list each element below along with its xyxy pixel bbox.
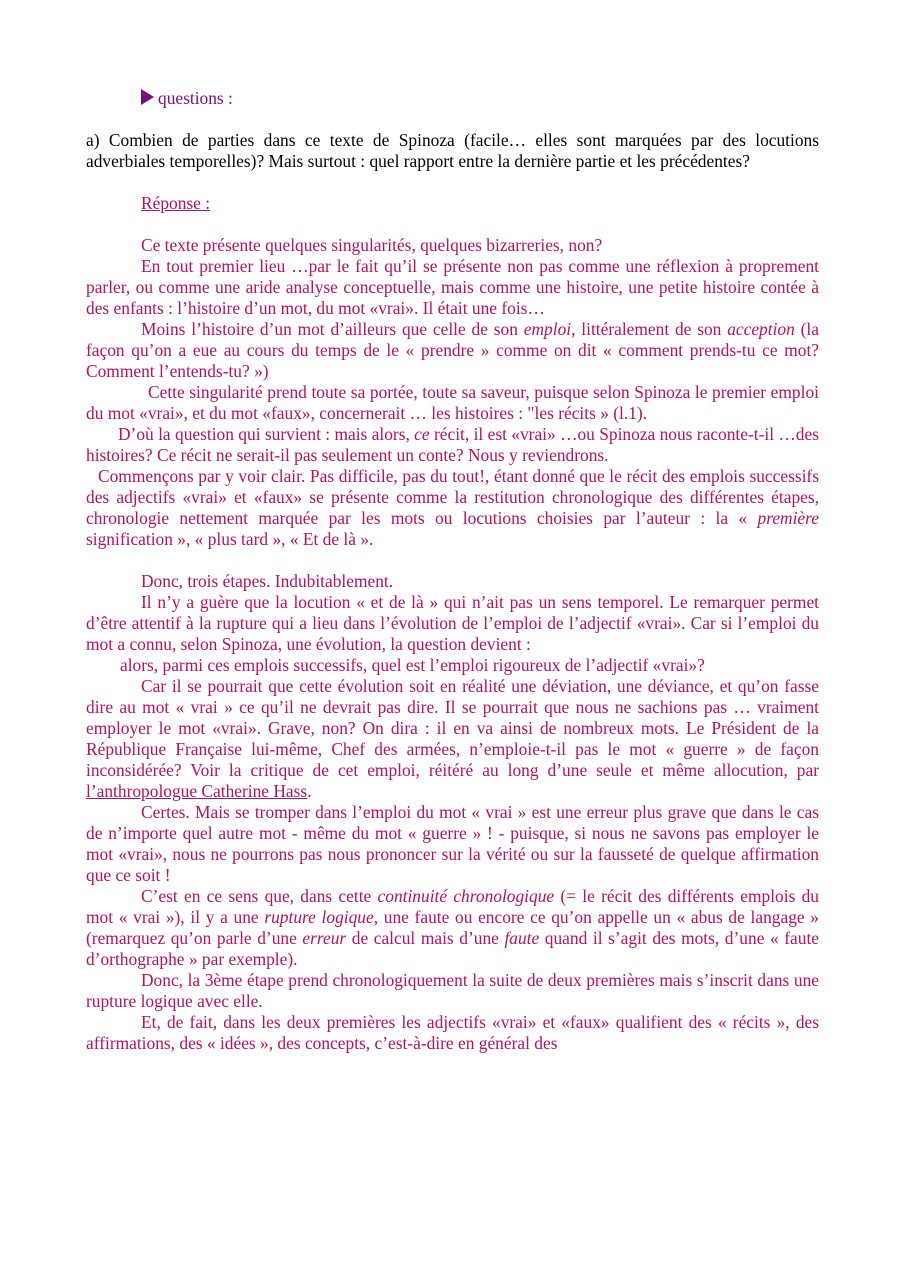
reponse-heading: Réponse : <box>141 193 211 213</box>
paragraph-13: Donc, la 3ème étape prend chronologiquement la suite de deux premières mais s’inscrit dans une rupture logique avec elle. <box>86 970 819 1011</box>
paragraph-12: C’est en ce sens que, dans cette continuité chronologique (= le récit des différents emplois du mot « vrai »), il y a une rupture logique, une faute ou encore ce qu’on appelle un « abus de langage » (remarquez qu’on parle d’une erreur de calcul mais d’une faute quand il s’agit des mots, d’une « faute d’orthographe » par exemple). <box>86 886 820 969</box>
questions-heading: questions : <box>86 88 819 109</box>
paragraph-3: Moins l’histoire d’un mot d’ailleurs que celle de son emploi, littéralement de son acception (la façon qu’on a eue au cours du temps de le « prendre » comme on dit « comment prends-tu ce mot? Comment l’entends-tu? ») <box>86 319 819 381</box>
question-a: a) Combien de parties dans ce texte de Spinoza (facile… elles sont marquées par des locutions adverbiales temporelles)? Mais surtout : quel rapport entre la dernière partie et les précédentes? <box>86 130 819 171</box>
anthropologist-link[interactable]: l’anthropologue Catherine Hass <box>86 781 308 801</box>
paragraph-14: Et, de fait, dans les deux premières les adjectifs «vrai» et «faux» qualifient des « récits », des affirmations, des « idées », des concepts, c’est-à-dire en général des <box>86 1012 819 1053</box>
paragraph-8: Il n’y a guère que la locution « et de là » qui n’ait pas un sens temporel. Le remarquer permet d’être attentif à la rupture qui a lieu dans l’évolution de l’emploi de l’adjectif «vrai». Car si l’emploi du mot a connu, selon Spinoza, une évolution, la question devient : <box>86 592 819 654</box>
paragraph-11: Certes. Mais se tromper dans l’emploi du mot « vrai » est une erreur plus grave que dans le cas de n’importe quel autre mot - même du mot « guerre » ! - puisque, si nous ne savons pas employer le mot «vrai», nous ne pourrons pas nous prononcer sur la vérité ou sur la fausseté de quelque affirmation que ce soit ! <box>86 802 819 885</box>
paragraph-5: D’où la question qui survient : mais alors, ce récit, il est «vrai» …ou Spinoza nous raconte-t-il …des histoires? Ce récit ne serait-il pas seulement un conte? Nous y reviendrons. <box>86 424 819 465</box>
document-body <box>86 88 819 1054</box>
triangle-right-icon <box>141 89 154 105</box>
paragraph-9: alors, parmi ces emplois successifs, quel est l’emploi rigoureux de l’adjectif «vrai»? <box>120 655 705 675</box>
paragraph-10: Car il se pourrait que cette évolution soit en réalité une déviation, une déviance, et qu’on fasse dire au mot « vrai » ce qu’il ne devrait pas dire. Il se pourrait que nous ne sachions pas … vraiment employer le mot «vrai». Grave, non? On dira : il en va ainsi de nombreux mots. Le Président de la République Française lui-même, Chef des armées, n’emploie-t-il pas le mot « guerre » de façon inconsidérée? Voir la critique de cet emploi, réitéré au long d’une seule et même allocution, par l’anthropologue Catherine Hass. <box>86 676 819 801</box>
paragraph-4: Cette singularité prend toute sa portée, toute sa saveur, puisque selon Spinoza le premier emploi du mot «vrai», et du mot «faux», concernerait … les histoires : "les récits » (l.1). <box>86 382 819 423</box>
paragraph-7: Donc, trois étapes. Indubitablement. <box>141 571 394 591</box>
paragraph-2: En tout premier lieu …par le fait qu’il se présente non pas comme une réflexion à proprement parler, ou comme une aride analyse conceptuelle, mais comme une histoire, une petite histoire contée à des enfants : l’histoire d’un mot, du mot «vrai». Il était une fois… <box>86 256 819 318</box>
paragraph-6: Commençons par y voir clair. Pas difficile, pas du tout!, étant donné que le récit des emplois successifs des adjectifs «vrai» et «faux» se présente comme la restitution chronologique des différentes étapes, chronologie nettement marquée par les mots ou locutions choisies par l’auteur : la « première signification », « plus tard », « Et de là ». <box>86 466 819 549</box>
paragraph-1: Ce texte présente quelques singularités, quelques bizarreries, non? <box>141 235 603 255</box>
